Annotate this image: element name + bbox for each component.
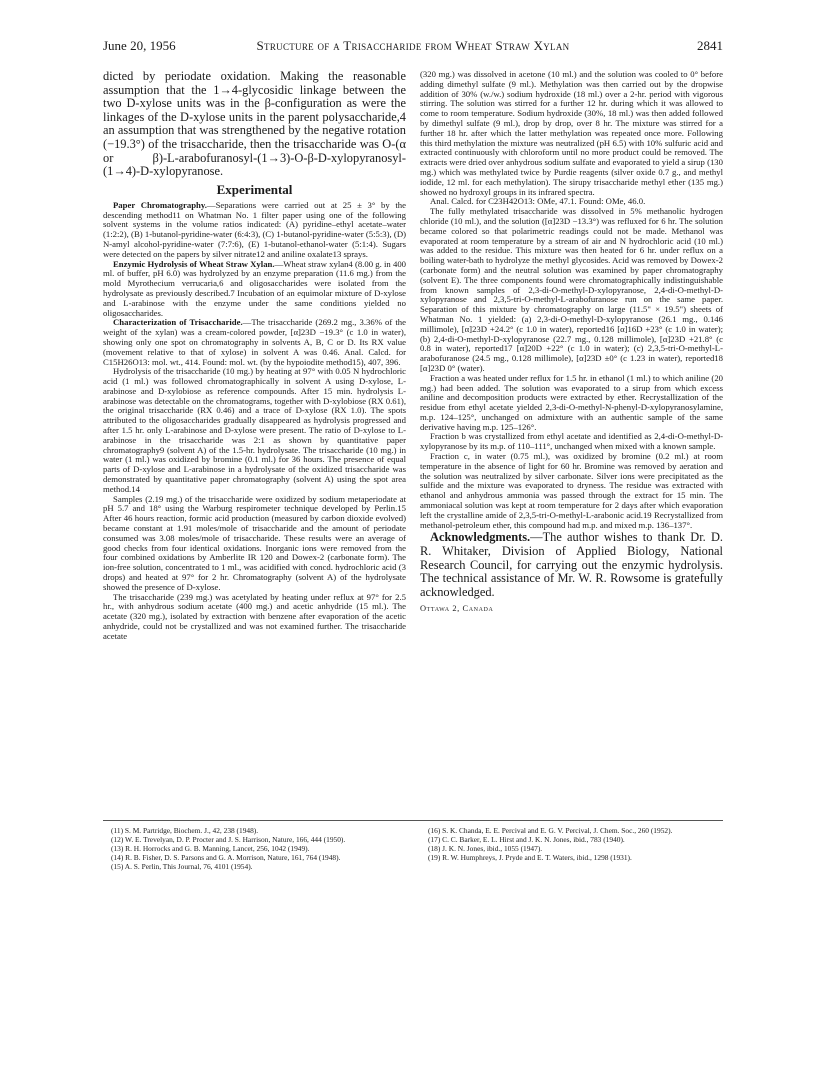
paragraph <box>420 70 723 197</box>
reference-item: (13) R. H. Horrocks and G. B. Manning, Lancet, 256, 1042 (1949). <box>111 844 310 853</box>
paragraph <box>103 318 406 367</box>
paragraph-text: Anal. Calcd. for C23H42O13: OMe, 47.1. Found: OMe, 46.0. <box>430 196 646 207</box>
right-column <box>420 70 723 613</box>
reference-item: (14) R. B. Fisher, D. S. Parsons and G. A. Morrison, Nature, 161, 764 (1948). <box>111 853 341 862</box>
paragraph <box>103 367 406 494</box>
acknowledgments-paragraph <box>420 531 723 599</box>
reference-item: (15) A. S. Perlin, This Journal, 76, 4101 (1954). <box>111 862 253 871</box>
paragraph <box>420 207 723 374</box>
paragraph-text: Fraction c, in water (0.75 ml.), was oxidized by bromine (0.2 ml.) at room temperature in the absence of light for 60 hr. Bromine was removed by aeration and the solution was neutralized by silver carbonate. Silver ions were precipitated as the sulfide and the mixture was evaporated to dryness. The residue was extracted with ethanol and anhydrous ammonia was passed through the extract for 15 min. The ammoniacal solution was kept at room temperature for 2 days after which evaporation left the crystalline amide of 2,3,5-tri-O-methyl-L-arabonic acid.19 Recrystallized from methanol-petroleum ether, this compound had m.p. and mixed m.p. 136–137°. <box>420 451 723 530</box>
paragraph-text: Samples (2.19 mg.) of the trisaccharide were oxidized by sodium metaperiodate at pH 5.7 and 18° using the Warburg respirometer technique developed by Perlin.15 After 46 hours reaction, formic acid production (measured by carbon dioxide evolved) became constant at 1.91 moles/mole of trisaccharide and the amount of periodate consumed was 3.08 moles/mole of trisaccharide. These results were an average of good checks from four identical oxidations. Inorganic ions were removed from the four combined oxidations by Amberlite IR 120 and Dowex-2 (carbonate form). The ion-free solution, concentrated to 1 ml., was acidified with concd. hydrochloric acid (3 drops) and heated at 97° for 2 hr. Chromatography (solvent A) of the hydrolysate showed the presence of D-xylose. <box>103 493 406 592</box>
paragraph-text: The trisaccharide (239 mg.) was acetylated by heating under reflux at 97° for 2.5 hr., with anhydrous sodium acetate (400 mg.) and acetic anhydride (15 ml.). The acetate (320 mg.), isolated by extraction with benzene after evaporation of the acetic anhydride, could not be crystallized and was not examined further. The trisaccharide acetate <box>103 591 406 641</box>
paragraph-text: Fraction a was heated under reflux for 1.5 hr. in ethanol (1 ml.) to which aniline (20 mg.) had been added. The solution was evaporated to a sirup from which excess aniline and decomposition products were extracted by ether. Recrystallization of the residue from ethyl acetate yielded 2,3-di-O-methyl-N-phenyl-D-xylopyranosylamine, m.p. 124–125°, unchanged on admixture with an authentic sample of the same derivative having m.p. 125–126°. <box>420 372 723 432</box>
paragraph-text: Fraction b was crystallized from ethyl acetate and identified as 2,4-di-O-methyl-D-xylopyranose by its m.p. of 110–111°, unchanged when mixed with a known sample. <box>420 431 723 452</box>
paragraph <box>420 374 723 433</box>
page-header <box>103 38 723 56</box>
paragraph <box>420 432 723 452</box>
paragraph <box>103 201 406 260</box>
paragraph-text: Hydrolysis of the trisaccharide (10 mg.) by heating at 97° with 0.05 N hydrochloric acid (1 ml.) was followed chromatographically in solvent A using D-xylose, L-arabinose and D-xylobiose as reference compounds. After 15 min. hydrolysis L-arabinose was detectable on the chromatograms, together with D-xylobiose (RX 0.61), the original trisaccharide (RX 0.46) and a trace of D-xylose (RX 1.0). The spots attributed to the oligosaccharides gradually disappeared as hydrolysis progressed and after 1.5 hr. only L-arabinose and D-xylose were present. The ratio of D-xylose to L-arabinose in the trisaccharide was 2:1 as shown by quantitative paper chromatography9 (solvent A) of the 1.5-hr. hydrolysate. The trisaccharide (10 mg.) in water (1 ml.) was oxidized by bromine (0.1 ml.) for 36 hours. The presence of equal parts of D-xylose and L-arabinose in a hydrolysate of the oxidized trisaccharide was demonstrated by quantitative paper chromatography (solvent A) using the spot area method.14 <box>103 366 406 494</box>
right-paragraphs <box>420 70 723 530</box>
header-date: June 20, 1956 <box>103 38 176 53</box>
header-title: Structure of a Trisaccharide from Wheat Straw Xylan <box>256 38 570 53</box>
reference-item: (19) R. W. Humphreys, J. Pryde and E. T. Waters, ibid., 1298 (1931). <box>428 853 632 862</box>
paragraph <box>103 593 406 642</box>
header-page-number: 2841 <box>697 38 723 53</box>
reference-item: (16) S. K. Chanda, E. E. Percival and E. G. V. Percival, J. Chem. Soc., 260 (1952). <box>428 826 673 835</box>
paragraph <box>103 260 406 319</box>
paragraph <box>420 452 723 530</box>
left-paragraphs <box>103 201 406 642</box>
paragraph-text: —Wheat straw xylan4 (8.00 g. in 400 ml. of buffer, pH 6.0) was hydrolyzed by an enzyme preparation (11.6 mg.) from the mold Myrothecium verrucaria,6 and oligosaccharides were isolated from the hydrolysate as previously described.7 Incubation of an equimolar mixture of D-xylose and L-arabinose with the enzyme under the same conditions yielded no oligosaccharides. <box>103 258 407 318</box>
footnote-rule <box>103 820 723 821</box>
intro-paragraph: dicted by periodate oxidation. Making the reasonable assumption that the 1→4-glycosidic linkage between the two D-xylose units was in the β-configuration as were the linkages of the D-xylose units in the parent polysaccharide,4 an assumption that was strengthened by the negative rotation (−19.3°) of the trisaccharide, then the trisaccharide was O-(α or β)-L-arabofuranosyl-(1→3)-O-β-D-xylopyranosyl-(1→4)-D-xylopyranose. <box>103 69 406 179</box>
paragraph-text: The fully methylated trisaccharide was dissolved in 5% methanolic hydrogen chloride (10 ml.), and the solution ([α]23D −13.3°) was refluxed for 6 hr. The solution became colored so that polarimetric readings could not be made. Methanol was evaporated at room temperature by a stream of air and N hydrochloric acid (10 ml.) was added to the residue. This mixture was then heated for 6 hr. under reflux on a boiling water-bath to hydrolyze the methyl glycosides. Acid was removed by Dowex-2 (carbonate form) and the neutral solution was examined by paper chromatography (solvent E). The three components found were chromatographically indistinguishable from known samples of 2,3-di-O-methyl-D-xylopyranose, 2,4-di-O-methyl-D-xylopyranose and 2,3,5-tri-O-methyl-L-arabofuranose run on the same paper. Separation of this mixture by chromatography on large (11.5" × 19.5") sheets of Whatman No. 1 yielded: (a) 2,3-di-O-methyl-D-xylopyranose (26.1 mg., 0.146 millimole), [α]23D +24.2° (c 1.0 in water), reported16 [α]16D +23° (c 1.0 in water); (b) 2,4-di-O-methyl-D-xylopyranose (22.7 mg., 0.128 millimole), [α]23D +21.8° (c 0.8 in water), reported17 [α]20D +22° (c 1.0 in water); (c) 2,3,5-tri-O-methyl-L-arabofuranose (24.5 mg., 0.128 millimole), [α]23D ±0° (c 1.23 in water), reported18 [α]23D 0° (water). <box>420 206 723 373</box>
left-column <box>103 70 406 642</box>
paragraph-heading: Characterization of Trisaccharide. <box>113 317 243 328</box>
section-title: Experimental <box>216 181 293 197</box>
paragraph <box>103 495 406 593</box>
author-location: Ottawa 2, Canada <box>420 604 494 614</box>
paragraph-text: —Separations were carried out at 25 ± 3° by the descending method11 on Whatman No. 1 filter paper using one of the following solvent systems in the volume ratios indicated: (A) pyridine–ethyl acetate–water (1:2:2), (B) 1-butanol-pyridine-water (6:4:3), (C) 1-butanol-pyridine-water (5:5:3), (D) N-amyl alcohol-pyridine-water (7:7:6), (E) 1-butanol-ethanol-water (5:1:4). Sugars were detected on the papers by silver nitrate12 and aniline oxalate13 sprays. <box>103 199 406 259</box>
reference-item: (11) S. M. Partridge, Biochem. J., 42, 238 (1948). <box>111 826 259 835</box>
reference-item: (18) J. K. N. Jones, ibid., 1055 (1947). <box>428 844 543 853</box>
acknowledgments-text: —The author wishes to thank Dr. D. R. Whitaker, Division of Applied Biology, National Research Council, for carrying out the enzymic hydrolysis. The technical assistance of Mr. W. R. Rowsome is gratefully acknowledged. <box>420 530 723 599</box>
paragraph-text: (320 mg.) was dissolved in acetone (10 ml.) and the solution was cooled to 0° before adding dimethyl sulfate (9 ml.). Methylation was then carried out by the dropwise addition of 30% (w./w.) sodium hydroxide (18 ml.) over a 2-hr. period with vigorous stirring. The solution was stirred for a further 12 hr. during which it was allowed to come to room temperature. Sodium hydroxide (30%, 18 ml.) was then added followed by dimethyl sulfate (9 ml.), drop by drop, over 8 hr. The mixture was stirred for a further 18 hr. after which the latter methylation was repeated once more. Following this third methylation the mixture was neutralized (pH 6.5) with 10% sulfuric acid and extracted continuously with chloroform until no more product could be removed. The extracts were dried over anhydrous sodium sulfate and evaporated to yield a sirup (130 mg.) which was methylated twice by Purdie reagents (silver oxide 0.7 g., and methyl iodide, 12 ml. for each methylation). The sirupy trisaccharide methyl ether (135 mg.) showed no hydroxyl groups in its infrared spectra. <box>420 69 723 197</box>
paragraph-text: —The trisaccharide (269.2 mg., 3.36% of the weight of the xylan) was a cream-colored powder, [α]23D −19.3° (c 1.0 in water), showing only one spot on chromatography in solvents A, B, C or D. Its RX value (movement relative to that of xylose) in solvent A was 0.46. Anal. Calcd. for C15H26O13: mol. wt., 414. Found: mol. wt. (by the hypoiodite method15), 407, 396. <box>103 317 406 367</box>
paragraph-heading: Paper Chromatography. <box>113 199 207 210</box>
references-left <box>103 826 406 871</box>
reference-item: (12) W. E. Trevelyan, D. P. Procter and J. S. Harrison, Nature, 166, 444 (1950). <box>111 835 346 844</box>
references-right <box>420 826 723 862</box>
paragraph-heading: Enzymic Hydrolysis of Wheat Straw Xylan. <box>113 258 275 269</box>
reference-item: (17) C. C. Barker, E. L. Hirst and J. K. N. Jones, ibid., 783 (1940). <box>428 835 625 844</box>
acknowledgments-heading: Acknowledgments. <box>430 530 531 545</box>
